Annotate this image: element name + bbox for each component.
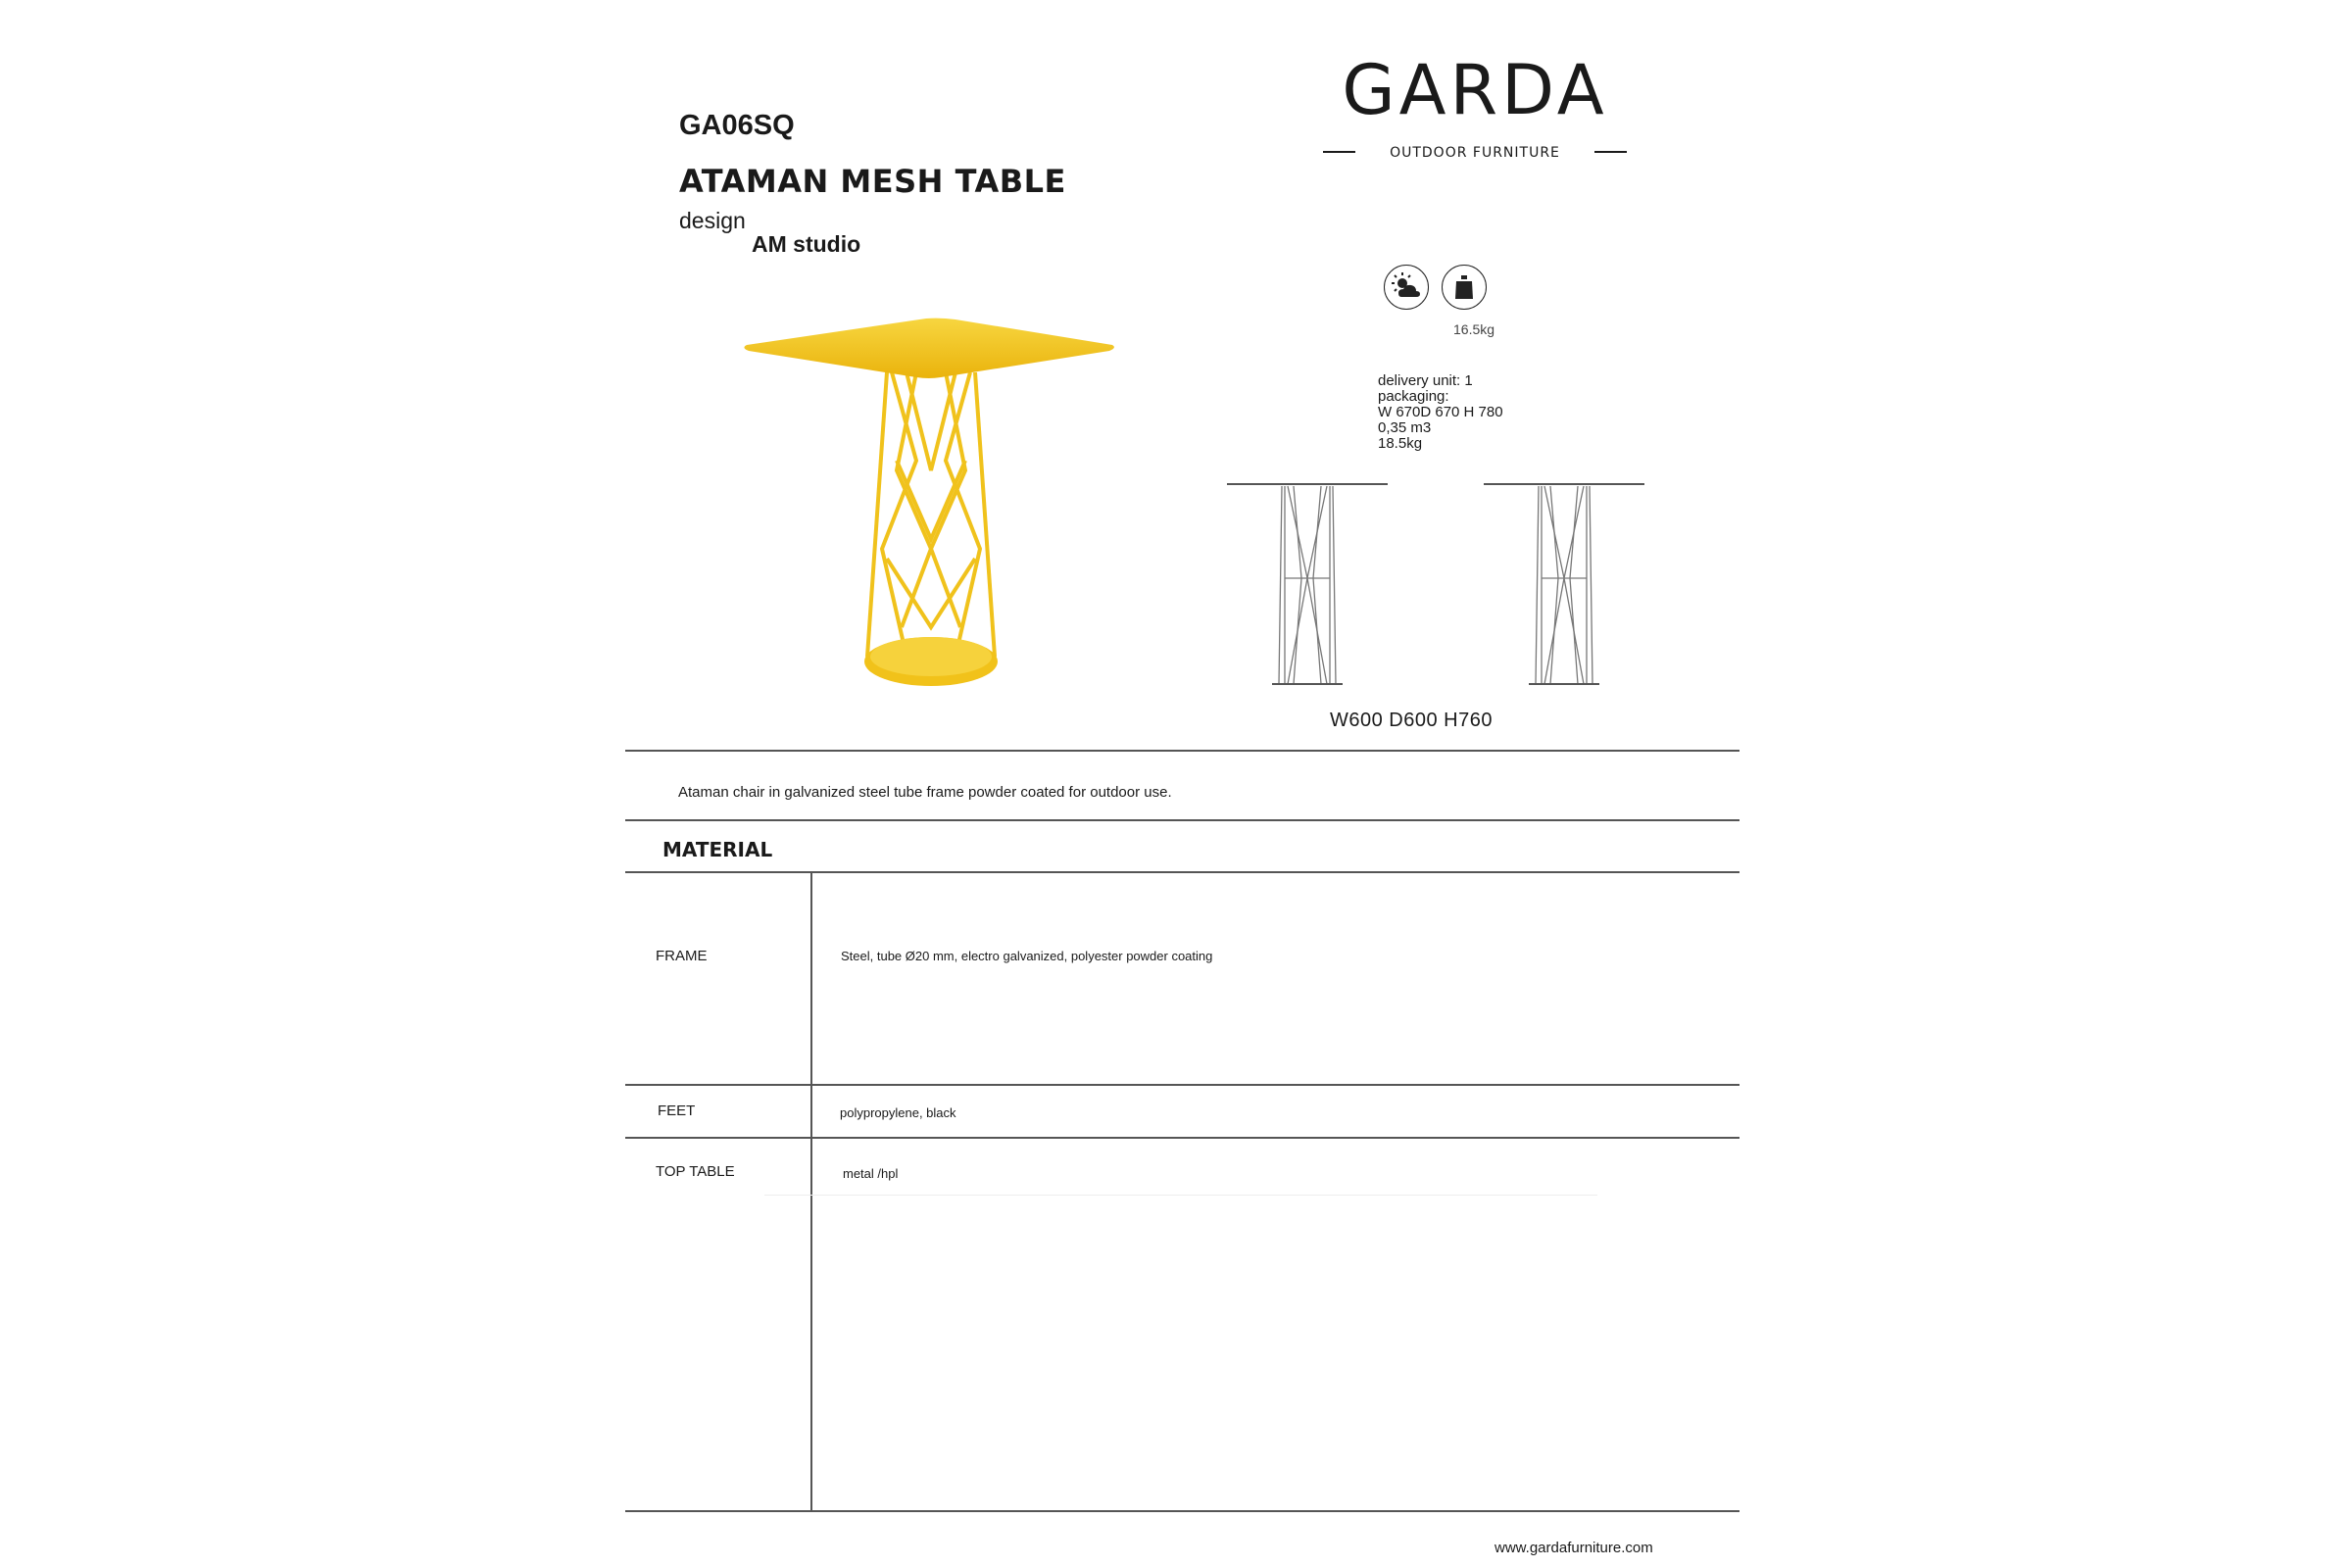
- logo-tagline: OUTDOOR FURNITURE: [1390, 145, 1560, 161]
- material-heading: MATERIAL: [662, 838, 773, 861]
- feet-value: polypropylene, black: [840, 1105, 956, 1120]
- top-table-value: metal /hpl: [843, 1166, 899, 1181]
- dimensions: W600 D600 H760: [1330, 710, 1493, 731]
- weight-label: 16.5kg: [1453, 321, 1495, 337]
- divider: [625, 819, 1740, 821]
- feet-label: FEET: [658, 1102, 696, 1119]
- table-column-divider: [810, 872, 812, 1511]
- designer-name: AM studio: [752, 231, 861, 257]
- product-description: Ataman chair in galvanized steel tube frame powder coated for outdoor use.: [678, 784, 1172, 801]
- table-bottom-border: [625, 1510, 1740, 1512]
- weight-icon: [1442, 265, 1487, 310]
- divider: [625, 871, 1740, 873]
- frame-value: Steel, tube Ø20 mm, electro galvanized, polyester powder coating: [841, 949, 1213, 963]
- frame-label: FRAME: [656, 948, 708, 964]
- garda-logo: [1318, 39, 1632, 167]
- divider: [625, 750, 1740, 752]
- packaging-info: delivery unit: 1 packaging: W 670D 670 H 780 0,35 m3 18.5kg: [1378, 372, 1503, 452]
- product-photo: [735, 304, 1127, 706]
- product-code: GA06SQ: [679, 110, 795, 141]
- website-link[interactable]: www.gardafurniture.com: [1494, 1540, 1653, 1556]
- weather-resistant-icon: [1384, 265, 1429, 310]
- top-table-label: TOP TABLE: [656, 1163, 735, 1180]
- side-view-drawing: [1482, 480, 1648, 691]
- design-label: design: [679, 208, 746, 233]
- front-view-drawing: [1225, 480, 1392, 691]
- product-title: ATAMAN MESH TABLE: [679, 163, 1066, 200]
- faint-rule: [764, 1195, 1597, 1196]
- table-row-divider: [625, 1137, 1740, 1139]
- logo-text: GARDA: [1342, 50, 1608, 130]
- table-row-divider: [625, 1084, 1740, 1086]
